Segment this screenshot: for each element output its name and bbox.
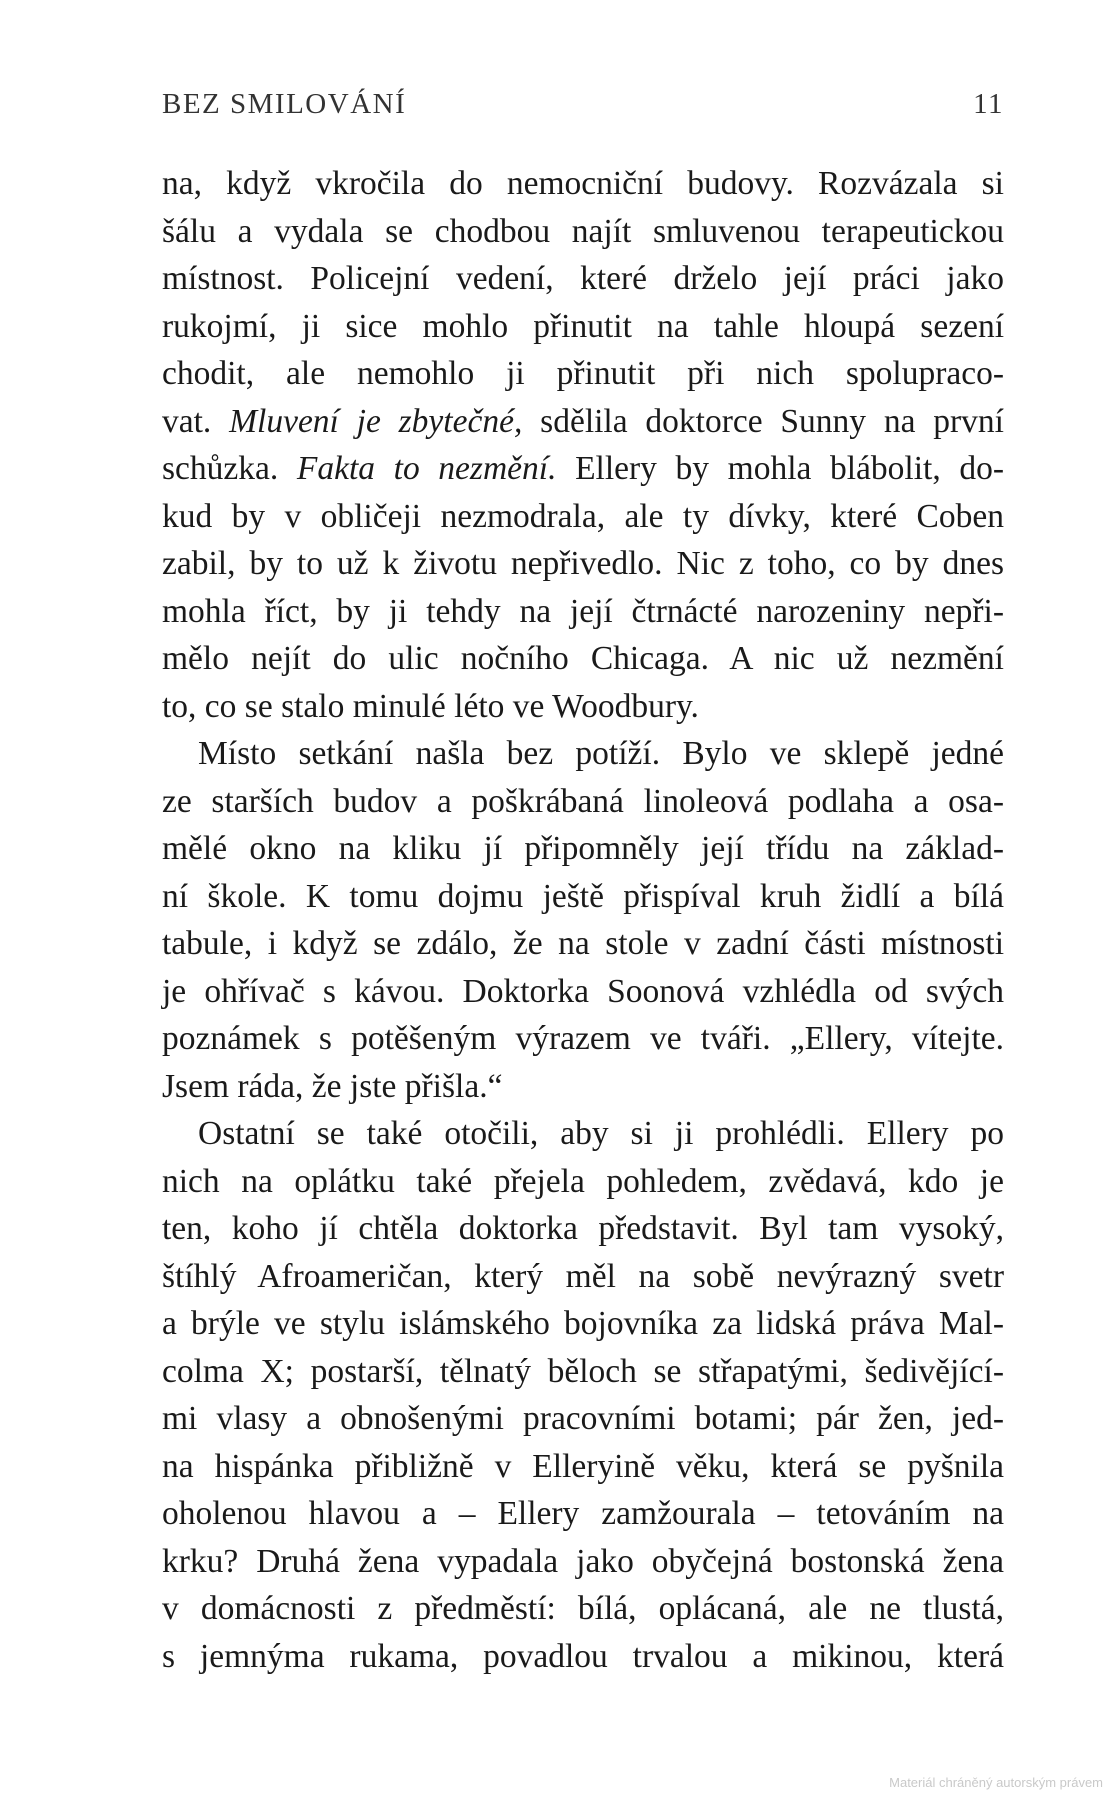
text-run: tabule, i když se zdálo, že na stole v zadní části místnosti: [162, 925, 1004, 962]
text-run: Ellery by mohla blábolit, do-: [556, 450, 1004, 487]
text-line: [162, 1443, 1004, 1491]
text-run: rukojmí, ji sice mohlo přinutit na tahle hloupá sezení: [162, 307, 1004, 345]
text-run: štíhlý Afroameričan, který měl na sobě nevýrazný svetr: [162, 1257, 1004, 1295]
text-run: a brýle ve stylu islámského bojovníka za lidská práva Mal-: [162, 1305, 1004, 1342]
text-run: šálu a vydala se chodbou najít smluvenou terapeutickou: [162, 212, 1004, 250]
text-line: [162, 160, 1004, 208]
text-run: oholenou hlavou a – Ellery zamžourala – tetováním na: [162, 1495, 1004, 1532]
text-line: [162, 825, 1004, 873]
text-line: [162, 1015, 1004, 1063]
paragraph: [162, 730, 1004, 1110]
book-title: BEZ SMILOVÁNÍ: [162, 88, 407, 120]
text-line: [162, 1253, 1004, 1301]
text-line: [162, 1633, 1004, 1681]
text-line: [162, 588, 1004, 636]
text-run: místnost. Policejní vedení, které drželo její práci jako: [162, 260, 1004, 297]
text-line: [162, 540, 1004, 588]
text-run: Jsem ráda, že jste přišla.“: [162, 1067, 503, 1105]
text-run: mi vlasy a obnošenými pracovními botami; pár žen, jed-: [162, 1400, 1004, 1437]
text-run: to, co se stalo minulé léto ve Woodbury.: [162, 687, 699, 725]
text-run: mohla říct, by ji tehdy na její čtrnácté narozeniny nepři-: [162, 592, 1004, 630]
body-text: [162, 160, 1004, 1680]
text-run: Místo setkání našla bez potíží. Bylo ve sklepě jedné: [198, 735, 1004, 772]
paragraph: [162, 160, 1004, 730]
text-line: [162, 1300, 1004, 1348]
running-header: [162, 88, 1004, 128]
text-run: schůzka.: [162, 450, 297, 487]
text-line: [162, 1205, 1004, 1253]
page-number: 11: [973, 88, 1004, 120]
text-run: v domácnosti z předměstí: bílá, oplácaná, ale ne tlustá,: [162, 1590, 1004, 1627]
text-line: [162, 1490, 1004, 1538]
text-run: nich na oplátku také přejela pohledem, zvědavá, kdo je: [162, 1162, 1004, 1200]
text-run: ten, koho jí chtěla doktorka představit. Byl tam vysoký,: [162, 1210, 1004, 1247]
text-line: [162, 635, 1004, 683]
paragraph: [162, 1110, 1004, 1680]
text-run: sdělila doktorce Sunny na první: [522, 402, 1004, 440]
text-run: kud by v obličeji nezmodrala, ale ty dívky, které Coben: [162, 497, 1004, 535]
text-line: [162, 1158, 1004, 1206]
text-line: [162, 1063, 1004, 1111]
text-run: zabil, by to už k životu nepřivedlo. Nic z toho, co by dnes: [162, 545, 1004, 582]
text-line: [162, 255, 1004, 303]
text-line: [162, 1348, 1004, 1396]
text-run: krku? Druhá žena vypadala jako obyčejná bostonská žena: [162, 1542, 1004, 1580]
text-run: ze starších budov a poškrábaná linoleová podlaha a osa-: [162, 782, 1004, 820]
text-line: [162, 1585, 1004, 1633]
text-line: [162, 1110, 1004, 1158]
text-run: chodit, ale nemohlo ji přinutit při nich spolupraco-: [162, 355, 1004, 392]
copyright-watermark: Materiál chráněný autorským právem: [889, 1775, 1103, 1790]
text-line: [162, 303, 1004, 351]
text-run: Ostatní se také otočili, aby si ji prohlédli. Ellery po: [198, 1115, 1004, 1152]
text-run: s jemnýma rukama, povadlou trvalou a mikinou, která: [162, 1637, 1004, 1675]
text-run: ní škole. K tomu dojmu ještě přispíval kruh židlí a bílá: [162, 877, 1004, 915]
text-line: [162, 920, 1004, 968]
text-run: na hispánka přibližně v Elleryině věku, která se pyšnila: [162, 1447, 1004, 1485]
text-line: [162, 445, 1004, 493]
text-line: [162, 1538, 1004, 1586]
text-line: [162, 1395, 1004, 1443]
text-line: [162, 778, 1004, 826]
text-run: vat.: [162, 402, 230, 440]
text-line: [162, 683, 1004, 731]
text-line: [162, 493, 1004, 541]
text-run: mělo nejít do ulic nočního Chicaga. A nic už nezmění: [162, 640, 1004, 677]
text-run: colma X; postarší, tělnatý běloch se střapatými, šedivějící-: [162, 1352, 1004, 1390]
text-run: je ohřívač s kávou. Doktorka Soonová vzhlédla od svých: [162, 972, 1004, 1010]
italic-text-run: Mluvení je zbytečné,: [229, 402, 523, 440]
italic-text-run: Fakta to nezmění.: [296, 450, 557, 487]
text-line: [162, 873, 1004, 921]
text-line: [162, 208, 1004, 256]
text-run: poznámek s potěšeným výrazem ve tváři. „Ellery, vítejte.: [162, 1020, 1004, 1057]
text-run: mělé okno na kliku jí připomněly její třídu na základ-: [162, 830, 1004, 867]
text-line: [162, 968, 1004, 1016]
text-line: [162, 730, 1004, 778]
text-line: [162, 398, 1004, 446]
text-run: na, když vkročila do nemocniční budovy. Rozvázala si: [162, 165, 1004, 202]
text-line: [162, 350, 1004, 398]
